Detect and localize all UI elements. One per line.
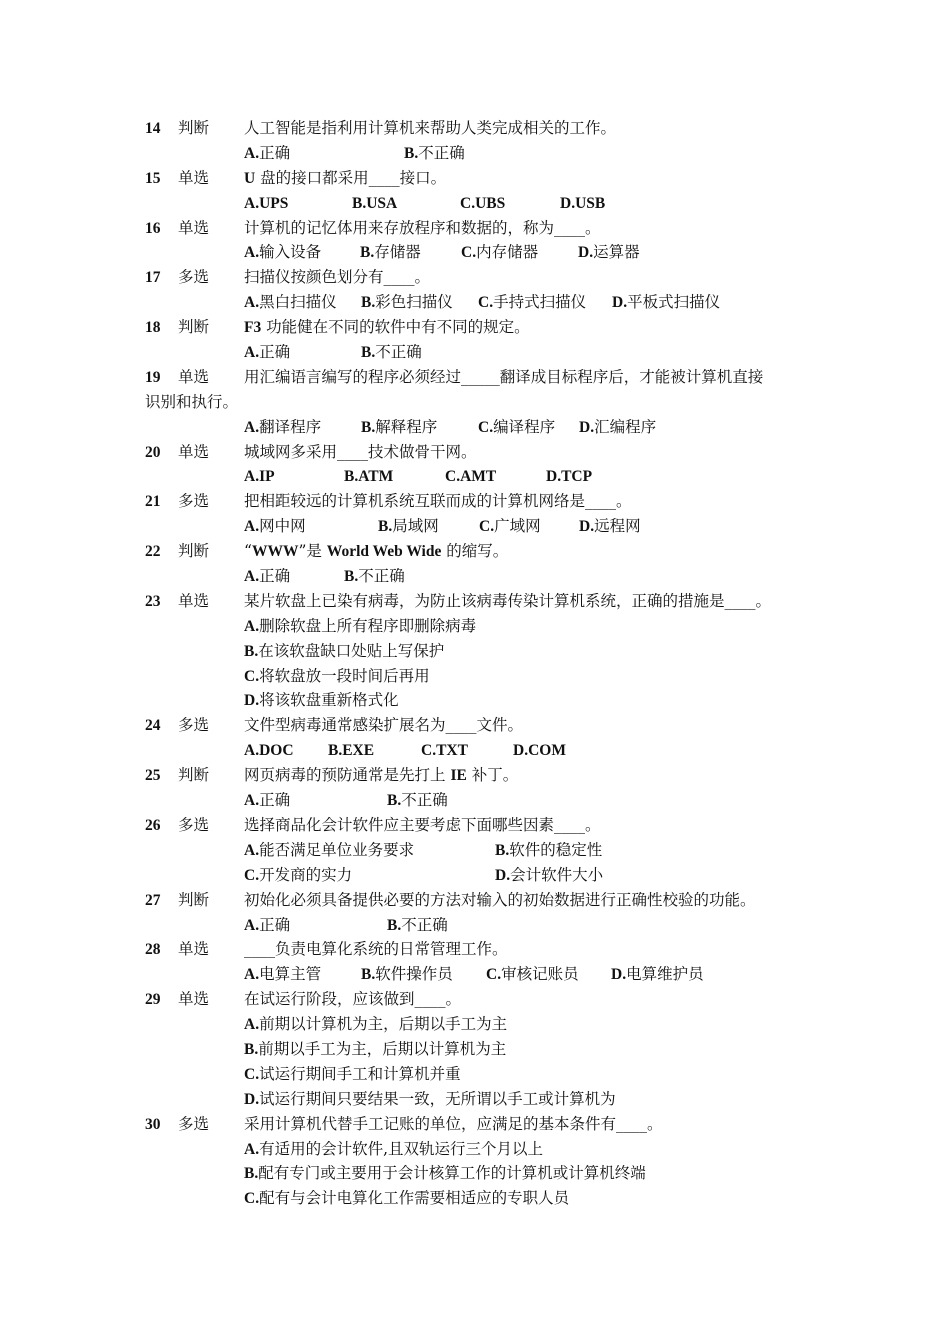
question-header bbox=[145, 216, 825, 241]
question-type: 判断 bbox=[178, 766, 210, 785]
option-key: C. bbox=[244, 866, 260, 884]
options-row bbox=[145, 141, 825, 166]
option-key: B. bbox=[361, 966, 376, 984]
option-b bbox=[352, 191, 460, 216]
option-text: 不正确 bbox=[375, 343, 422, 362]
question-item bbox=[145, 539, 825, 589]
option-a bbox=[244, 788, 387, 813]
option-a bbox=[145, 614, 825, 639]
option-a bbox=[244, 464, 344, 489]
option-text: 手持式扫描仪 bbox=[493, 293, 587, 312]
question-header bbox=[145, 987, 825, 1012]
option-key: A. bbox=[244, 294, 260, 312]
option-a bbox=[244, 738, 328, 763]
option-key: B.USA bbox=[352, 194, 398, 212]
question-header bbox=[145, 813, 825, 838]
question-stem: 采用计算机代替手工记账的单位，应满足的基本条件有____。 bbox=[244, 1114, 663, 1133]
question-type: 单选 bbox=[178, 591, 210, 610]
option-key: C. bbox=[461, 244, 477, 262]
option-b bbox=[361, 290, 478, 315]
option-b bbox=[145, 639, 825, 664]
question-number: 19 bbox=[145, 368, 161, 386]
options-row bbox=[145, 464, 825, 489]
option-key: B.ATM bbox=[344, 468, 394, 486]
question-number: 29 bbox=[145, 991, 161, 1009]
question-item bbox=[145, 489, 825, 539]
question-item bbox=[145, 937, 825, 987]
option-key: D.COM bbox=[513, 742, 566, 760]
option-key: C. bbox=[478, 418, 494, 436]
option-c bbox=[486, 962, 611, 987]
options-row bbox=[145, 738, 825, 763]
option-key: A. bbox=[244, 792, 260, 810]
question-item bbox=[145, 315, 825, 365]
option-d bbox=[560, 191, 660, 216]
question-type: 判断 bbox=[178, 542, 210, 561]
stem-text: 补丁。 bbox=[466, 766, 519, 785]
question-number: 27 bbox=[145, 891, 161, 909]
option-text: 内存储器 bbox=[476, 243, 539, 262]
option-key: B. bbox=[404, 144, 419, 162]
option-a bbox=[244, 191, 352, 216]
option-text: 将该软盘重新格式化 bbox=[259, 691, 399, 710]
option-key: D. bbox=[579, 518, 595, 536]
option-a bbox=[244, 290, 361, 315]
stem-text: 网页病毒的预防通常是先打上 bbox=[244, 766, 451, 785]
question-type: 多选 bbox=[178, 1114, 210, 1133]
option-key: C. bbox=[244, 1065, 260, 1083]
question-header bbox=[145, 589, 825, 614]
question-item bbox=[145, 265, 825, 315]
option-text: 解释程序 bbox=[375, 417, 438, 436]
option-text: 平板式扫描仪 bbox=[627, 293, 721, 312]
question-item bbox=[145, 365, 825, 440]
option-text: 运算器 bbox=[593, 243, 640, 262]
question-header bbox=[145, 315, 825, 340]
option-key: A.DOC bbox=[244, 742, 294, 760]
option-text: 翻译程序 bbox=[259, 417, 322, 436]
stem-bold: U bbox=[244, 169, 256, 187]
option-key: A.UPS bbox=[244, 194, 289, 212]
question-header bbox=[145, 763, 825, 788]
option-text: 电算主管 bbox=[259, 965, 322, 984]
question-stem: 城域网多采用____技术做骨干网。 bbox=[244, 442, 477, 461]
option-b bbox=[378, 514, 479, 539]
option-a bbox=[244, 415, 361, 440]
option-key: D. bbox=[244, 692, 260, 710]
question-number: 26 bbox=[145, 816, 161, 834]
option-key: B.EXE bbox=[328, 742, 375, 760]
options-row bbox=[145, 838, 825, 863]
question-stem bbox=[244, 166, 825, 192]
question-number: 14 bbox=[145, 120, 161, 137]
question-number: 20 bbox=[145, 443, 161, 461]
option-key: A. bbox=[244, 244, 260, 262]
option-c bbox=[479, 514, 579, 539]
option-key: A.IP bbox=[244, 468, 275, 486]
option-text: 网中网 bbox=[259, 517, 306, 536]
question-stem: ____负责电算化系统的日常管理工作。 bbox=[244, 940, 508, 959]
option-c bbox=[478, 415, 579, 440]
option-c bbox=[145, 664, 825, 689]
options-row bbox=[145, 913, 825, 938]
option-key: A. bbox=[244, 144, 260, 162]
question-type: 单选 bbox=[178, 940, 210, 959]
option-key: A. bbox=[244, 841, 260, 859]
question-header bbox=[145, 116, 825, 141]
option-d bbox=[546, 464, 646, 489]
option-text: 局域网 bbox=[392, 517, 439, 536]
option-text: 试运行期间手工和计算机并重 bbox=[259, 1064, 461, 1083]
option-key: C.UBS bbox=[460, 194, 506, 212]
option-text: 彩色扫描仪 bbox=[375, 293, 453, 312]
options-row bbox=[145, 962, 825, 987]
option-a bbox=[244, 340, 361, 365]
option-text: 开发商的实力 bbox=[259, 865, 353, 884]
option-key: A. bbox=[244, 1140, 260, 1158]
option-a bbox=[145, 1012, 825, 1037]
option-text: 正确 bbox=[259, 915, 291, 934]
question-header bbox=[145, 713, 825, 738]
option-key: A. bbox=[244, 418, 260, 436]
options-row bbox=[145, 240, 825, 265]
option-c bbox=[244, 863, 495, 888]
option-d bbox=[579, 514, 679, 539]
question-item bbox=[145, 440, 825, 490]
option-key: A. bbox=[244, 344, 260, 362]
question-item bbox=[145, 713, 825, 763]
option-text: 软件的稳定性 bbox=[509, 840, 603, 859]
option-key: A. bbox=[244, 617, 260, 635]
question-header bbox=[145, 489, 825, 514]
option-key: D.TCP bbox=[546, 468, 593, 486]
question-type: 单选 bbox=[178, 367, 210, 386]
option-d bbox=[611, 962, 731, 987]
option-text: 正确 bbox=[259, 567, 291, 586]
question-stem: 在试运行阶段，应该做到____。 bbox=[244, 990, 462, 1009]
question-number: 18 bbox=[145, 319, 161, 337]
option-d bbox=[145, 1087, 825, 1112]
question-stem bbox=[244, 539, 825, 565]
option-b bbox=[344, 464, 445, 489]
question-stem: 文件型病毒通常感染扩展名为____文件。 bbox=[244, 716, 524, 735]
option-c bbox=[461, 240, 578, 265]
question-item bbox=[145, 763, 825, 813]
option-a bbox=[244, 838, 495, 863]
option-text: 前期以计算机为主，后期以手工为主 bbox=[259, 1015, 508, 1034]
question-number: 17 bbox=[145, 269, 161, 287]
option-key: B. bbox=[360, 244, 375, 262]
option-text: 输入设备 bbox=[259, 243, 322, 262]
question-header bbox=[145, 1112, 825, 1137]
question-stem: 人工智能是指利用计算机来帮助人类完成相关的工作。 bbox=[244, 119, 617, 137]
option-b bbox=[404, 141, 564, 166]
option-text: 审核记账员 bbox=[501, 965, 579, 984]
option-text: 不正确 bbox=[418, 143, 465, 162]
question-type: 多选 bbox=[178, 492, 210, 511]
question-number: 24 bbox=[145, 717, 161, 735]
question-number: 22 bbox=[145, 543, 161, 561]
question-number: 16 bbox=[145, 219, 161, 237]
option-text: 删除软盘上所有程序即删除病毒 bbox=[259, 616, 477, 635]
option-c bbox=[145, 1062, 825, 1087]
option-text: 广域网 bbox=[494, 517, 541, 536]
question-type: 单选 bbox=[178, 990, 210, 1009]
question-type: 判断 bbox=[178, 890, 210, 909]
option-text: 黑白扫描仪 bbox=[259, 293, 337, 312]
question-header bbox=[145, 440, 825, 465]
question-number: 25 bbox=[145, 767, 161, 785]
question-type: 单选 bbox=[178, 168, 210, 187]
question-item bbox=[145, 888, 825, 938]
option-text: 正确 bbox=[259, 791, 291, 810]
stem-text: “ bbox=[244, 542, 252, 561]
option-key: A. bbox=[244, 518, 260, 536]
stem-text: 盘的接口都采用____接口。 bbox=[255, 168, 447, 187]
option-text: 配有与会计电算化工作需要相适应的专职人员 bbox=[259, 1189, 570, 1208]
option-d bbox=[145, 688, 825, 713]
option-text: 编译程序 bbox=[493, 417, 556, 436]
option-key: D. bbox=[495, 866, 511, 884]
option-key: B. bbox=[244, 1040, 259, 1058]
question-header bbox=[145, 539, 825, 564]
options-row bbox=[145, 863, 825, 888]
question-header bbox=[145, 365, 825, 390]
option-key: B. bbox=[387, 792, 402, 810]
option-key: A. bbox=[244, 966, 260, 984]
option-key: D. bbox=[244, 1090, 260, 1108]
question-number: 23 bbox=[145, 592, 161, 610]
option-key: B. bbox=[361, 344, 376, 362]
option-d bbox=[513, 738, 613, 763]
option-a bbox=[244, 514, 378, 539]
question-stem bbox=[244, 315, 825, 341]
question-stem-continued: 识别和执行。 bbox=[145, 392, 239, 411]
option-text: 试运行期间只要结果一致，无所谓以手工或计算机为 bbox=[259, 1089, 616, 1108]
option-key: B. bbox=[344, 568, 359, 586]
question-type: 判断 bbox=[178, 318, 210, 337]
option-text: 不正确 bbox=[401, 791, 448, 810]
option-key: D. bbox=[611, 966, 627, 984]
question-type: 多选 bbox=[178, 716, 210, 735]
options-row bbox=[145, 564, 825, 589]
question-item bbox=[145, 813, 825, 888]
option-b bbox=[145, 1037, 825, 1062]
option-text: 远程网 bbox=[594, 517, 641, 536]
options-row bbox=[145, 290, 825, 315]
question-header bbox=[145, 166, 825, 191]
stem-text: 的缩写。 bbox=[441, 542, 509, 561]
question-item bbox=[145, 1112, 825, 1212]
option-c bbox=[445, 464, 546, 489]
stem-bold: IE bbox=[450, 767, 467, 785]
option-b bbox=[145, 1161, 825, 1186]
option-key: B. bbox=[361, 294, 376, 312]
option-key: D. bbox=[612, 294, 628, 312]
option-key: B. bbox=[378, 518, 393, 536]
question-item bbox=[145, 216, 825, 266]
option-text: 正确 bbox=[259, 143, 291, 162]
option-a bbox=[244, 962, 361, 987]
question-type: 单选 bbox=[178, 218, 210, 237]
option-b bbox=[387, 913, 530, 938]
question-stem: 扫描仪按颜色划分有____。 bbox=[244, 268, 431, 287]
options-row bbox=[145, 415, 825, 440]
question-stem: 用汇编语言编写的程序必须经过_____翻译成目标程序后，才能被计算机直接 bbox=[244, 367, 764, 386]
stem-bold: F3 bbox=[244, 319, 262, 337]
option-a bbox=[244, 913, 387, 938]
option-c bbox=[421, 738, 513, 763]
option-c bbox=[478, 290, 612, 315]
options-row bbox=[145, 191, 825, 216]
option-text: 配有专门或主要用于会计核算工作的计算机或计算机终端 bbox=[258, 1164, 646, 1183]
question-type: 单选 bbox=[178, 442, 210, 461]
option-key: A. bbox=[244, 916, 260, 934]
option-text: 有适用的会计软件,且双轨运行三个月以上 bbox=[259, 1139, 544, 1158]
question-number: 21 bbox=[145, 493, 161, 511]
option-b bbox=[361, 962, 486, 987]
stem-text: ”是 bbox=[298, 542, 327, 561]
option-text: 会计软件大小 bbox=[510, 865, 604, 884]
option-key: C. bbox=[479, 518, 495, 536]
option-b bbox=[361, 415, 478, 440]
stem-bold: World Web Wide bbox=[326, 543, 442, 561]
question-stem: 计算机的记忆体用来存放程序和数据的，称为____。 bbox=[244, 218, 601, 237]
option-a bbox=[145, 1137, 825, 1162]
question-number: 15 bbox=[145, 169, 161, 187]
question-stem bbox=[244, 763, 825, 789]
options-row bbox=[145, 340, 825, 365]
question-list bbox=[145, 116, 825, 1211]
option-key: C. bbox=[486, 966, 502, 984]
option-b bbox=[387, 788, 530, 813]
option-key: C. bbox=[478, 294, 494, 312]
option-text: 将软盘放一段时间后再用 bbox=[259, 666, 430, 685]
option-key: D. bbox=[578, 244, 594, 262]
option-d bbox=[612, 290, 742, 315]
option-key: B. bbox=[244, 1165, 259, 1183]
question-stem: 某片软盘上已染有病毒，为防止该病毒传染计算机系统，正确的措施是____。 bbox=[244, 591, 772, 610]
option-text: 汇编程序 bbox=[594, 417, 657, 436]
question-header bbox=[145, 265, 825, 290]
question-stem: 选择商品化会计软件应主要考虑下面哪些因素____。 bbox=[244, 815, 601, 834]
question-stem: 把相距较远的计算机系统互联而成的计算机网络是____。 bbox=[244, 492, 632, 511]
question-header bbox=[145, 888, 825, 913]
options-row bbox=[145, 514, 825, 539]
option-b bbox=[360, 240, 461, 265]
option-key: B. bbox=[495, 841, 510, 859]
option-key: A. bbox=[244, 1016, 260, 1034]
option-a bbox=[244, 141, 404, 166]
option-text: 存储器 bbox=[374, 243, 421, 262]
question-type: 多选 bbox=[178, 815, 210, 834]
option-a bbox=[244, 240, 360, 265]
option-text: 不正确 bbox=[401, 915, 448, 934]
option-key: A. bbox=[244, 568, 260, 586]
question-type: 多选 bbox=[178, 268, 210, 287]
question-number: 30 bbox=[145, 1115, 161, 1133]
option-key: C. bbox=[244, 1190, 260, 1208]
option-key: B. bbox=[244, 642, 259, 660]
option-key: D.USB bbox=[560, 194, 606, 212]
option-key: C.TXT bbox=[421, 742, 468, 760]
question-item bbox=[145, 166, 825, 216]
question-item bbox=[145, 987, 825, 1111]
option-text: 电算维护员 bbox=[626, 965, 704, 984]
option-b bbox=[495, 838, 695, 863]
question-item bbox=[145, 116, 825, 166]
stem-text: 功能健在不同的软件中有不同的规定。 bbox=[261, 318, 530, 337]
question-item bbox=[145, 589, 825, 713]
option-c bbox=[145, 1186, 825, 1211]
option-b bbox=[328, 738, 421, 763]
option-b bbox=[344, 564, 444, 589]
option-b bbox=[361, 340, 478, 365]
option-key: C. bbox=[244, 667, 260, 685]
option-text: 软件操作员 bbox=[375, 965, 453, 984]
option-text: 在该软盘缺口处贴上写保护 bbox=[258, 641, 445, 660]
option-key: B. bbox=[387, 916, 402, 934]
question-stem: 初始化必须具备提供必要的方法对输入的初始数据进行正确性校验的功能。 bbox=[244, 890, 756, 909]
option-c bbox=[460, 191, 560, 216]
option-d bbox=[495, 863, 695, 888]
option-d bbox=[578, 240, 678, 265]
option-text: 正确 bbox=[259, 343, 291, 362]
option-a bbox=[244, 564, 344, 589]
stem-bold: WWW bbox=[251, 543, 299, 561]
option-text: 能否满足单位业务要求 bbox=[259, 840, 415, 859]
option-d bbox=[579, 415, 679, 440]
option-key: C.AMT bbox=[445, 468, 497, 486]
options-row bbox=[145, 788, 825, 813]
option-text: 不正确 bbox=[358, 567, 405, 586]
question-header bbox=[145, 937, 825, 962]
option-key: D. bbox=[579, 418, 595, 436]
option-text: 前期以手工为主，后期以计算机为主 bbox=[258, 1039, 507, 1058]
option-key: B. bbox=[361, 418, 376, 436]
question-type: 判断 bbox=[178, 119, 210, 137]
question-number: 28 bbox=[145, 941, 161, 959]
